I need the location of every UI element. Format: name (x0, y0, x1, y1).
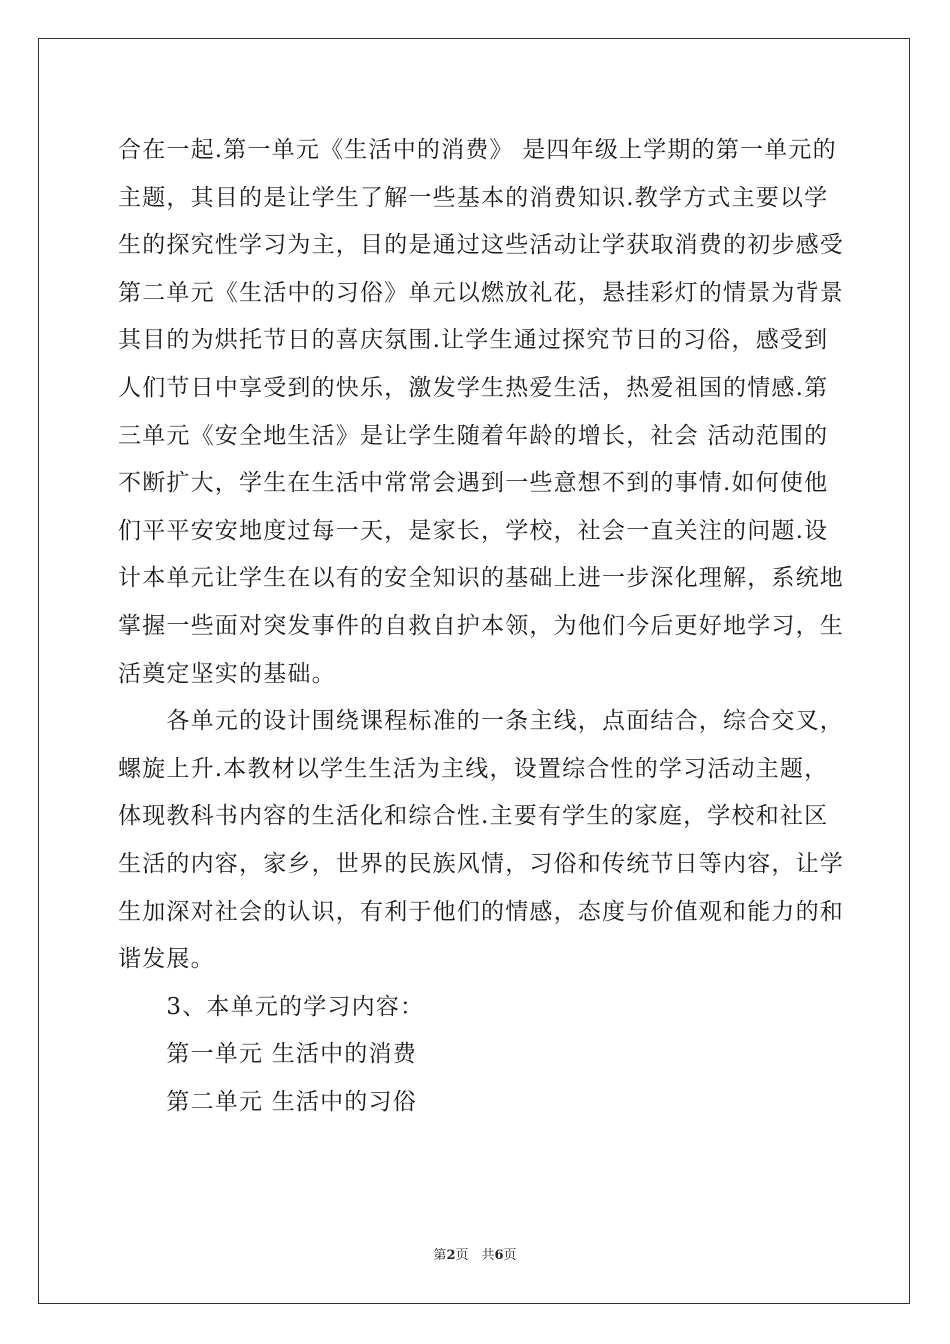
text-line: 不断扩大，学生在生活中常常会遇到一些意想不到的事情.如何使他 (118, 470, 829, 497)
document-body (118, 127, 844, 1126)
text-line: 人们节日中享受到的快乐，激发学生热爱生活，热爱祖国的情感.第 (118, 374, 829, 401)
text-line: 3、本单元的学习内容： (118, 993, 425, 1020)
page-prefix: 第 (433, 1248, 447, 1263)
text-line: 三单元《安全地生活》是让学生随着年龄的增长，社会 活动范围的 (118, 422, 829, 449)
text-line: 其目的为烘托节日的喜庆氛围.让学生通过探究节日的习俗，感受到 (118, 327, 829, 354)
text-line: 合在一起.第一单元《生活中的消费》 是四年级上学期的第一单元的 (118, 137, 837, 163)
text-line: 体现教科书内容的生活化和综合性.主要有学生的家庭，学校和社区 (118, 803, 829, 830)
total-page-number: 6 (494, 1248, 504, 1263)
text-line: 谐发展。 (118, 946, 215, 973)
text-line: 掌握一些面对突发事件的自救自护本领，为他们今后更好地学习，生 (118, 612, 844, 639)
current-page-number: 2 (446, 1248, 456, 1263)
text-line: 主题，其目的是让学生了解一些基本的消费知识.教学方式主要以学 (118, 184, 829, 211)
page-footer (0, 1244, 950, 1263)
text-line: 生加深对社会的认识，有利于他们的情感，态度与价值观和能力的和 (118, 898, 844, 925)
text-line: 生活的内容，家乡，世界的民族风情，习俗和传统节日等内容，让学 (118, 850, 844, 877)
text-line: 螺旋上升.本教材以学生生活为主线，设置综合性的学习活动主题， (118, 755, 829, 782)
text-line: 第二单元 生活中的习俗 (118, 1088, 417, 1115)
text-line: 活奠定坚实的基础。 (118, 660, 336, 687)
text-line: 第一单元 生活中的消费 (118, 1041, 417, 1068)
text-line: 计本单元让学生在以有的安全知识的基础上进一步深化理解，系统地 (118, 565, 844, 592)
text-line: 第二单元《生活中的习俗》单元以燃放礼花，悬挂彩灯的情景为背景 (118, 279, 844, 306)
page-suffix: 页 (503, 1248, 517, 1263)
page-mid: 页 共 (455, 1248, 495, 1263)
text-line: 们平平安安地度过每一天，是家长，学校，社会一直关注的问题.设 (118, 517, 829, 544)
text-line: 生的探究性学习为主，目的是通过这些活动让学获取消费的初步感受 (118, 232, 844, 259)
text-line: 各单元的设计围绕课程标准的一条主线，点面结合，综合交叉， (118, 708, 844, 735)
